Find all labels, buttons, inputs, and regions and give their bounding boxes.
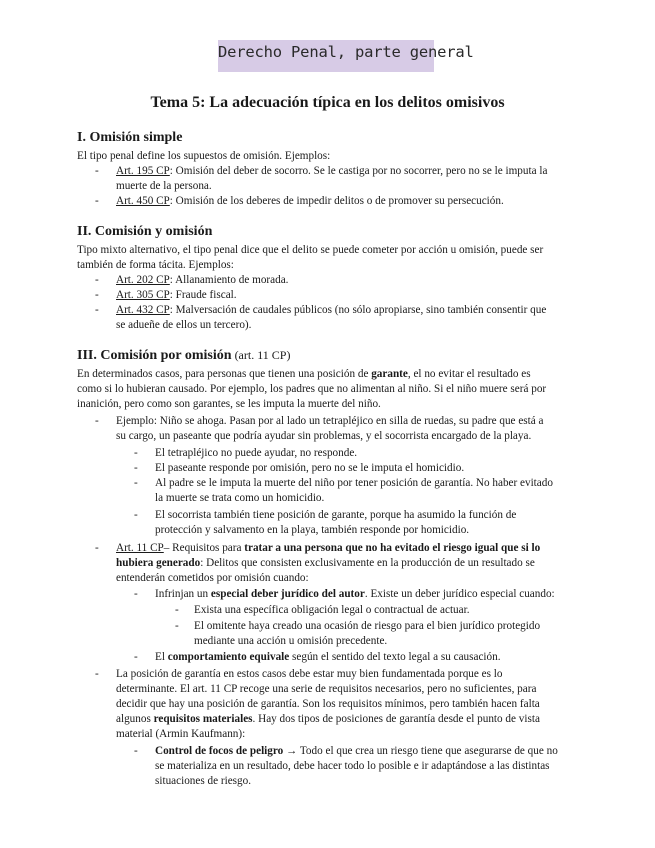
list-item: Ejemplo: Niño se ahoga. Pasan por al lado un tetrapléjico en silla de ruedas, su padre que está a	[116, 415, 544, 427]
list-item: La posición de garantía en estos casos debe estar muy bien fundamentada porque es lo	[116, 668, 503, 680]
sub-list-item: El socorrista también tiene posición de garante, porque ha asumido la función de	[155, 509, 517, 521]
text: según el sentido del texto legal a su causación.	[289, 651, 501, 663]
list-item-text: : Allanamiento de morada.	[169, 274, 289, 286]
bold-text: tratar a una persona que no ha evitado el riesgo igual que si lo	[244, 542, 541, 554]
list-dash: -	[134, 462, 138, 474]
sub-list-item	[155, 587, 555, 602]
list-item-cont: determinante. El art. 11 CP recoge una serie de requisitos necesarios, pero no suficientes, para	[116, 683, 537, 695]
paragraph: inanición, pero como son garantes, se les imputa la muerte del niño.	[77, 398, 381, 410]
list-dash: -	[95, 415, 99, 427]
list-dash: -	[95, 274, 99, 286]
sub-list-item-cont: la muerte se trata como un homicidio.	[155, 492, 325, 504]
sub-list-item: El tetrapléjico no puede ayudar, no responde.	[155, 447, 358, 459]
sub-sub-list-item: El omitente haya creado una ocasión de riesgo para el bien jurídico protegido	[194, 620, 541, 632]
list-dash: -	[95, 542, 99, 554]
list-dash: -	[134, 447, 138, 459]
bold-text: requisitos materiales	[153, 713, 253, 725]
article-link[interactable]: Art. 450 CP	[116, 195, 170, 207]
list-item	[116, 194, 504, 209]
sub-sub-list-item-cont: mediante una acción u omisión precedente.	[194, 635, 388, 647]
list-item-cont: material (Armin Kaufmann):	[116, 728, 246, 740]
list-item-cont	[116, 556, 535, 571]
list-dash: -	[175, 620, 179, 632]
list-item-text: : Malversación de caudales públicos (no sólo apropiarse, sino también consentir que	[169, 304, 547, 316]
bold-text: comportamiento equivale	[167, 651, 290, 663]
list-item-text: : Omisión de los deberes de impedir delitos o de promover su persecución.	[169, 195, 504, 207]
sub-list-item	[155, 650, 501, 665]
list-item	[116, 303, 546, 318]
section-heading-3	[77, 348, 290, 364]
list-item	[116, 288, 237, 303]
list-dash: -	[95, 165, 99, 177]
list-item	[116, 164, 547, 179]
sub-list-item: El paseante responde por omisión, pero no se le imputa el homicidio.	[155, 462, 465, 474]
text: algunos	[116, 713, 154, 725]
list-dash: -	[134, 509, 138, 521]
list-item-cont: entenderán cometidos por omisión cuando:	[116, 572, 309, 584]
arrow-icon: →	[283, 745, 300, 757]
list-item-cont: decidir que hay una posición de garantía. Son los requisitos mínimos, pero también hacen falta	[116, 698, 540, 710]
list-dash: -	[95, 289, 99, 301]
paragraph	[77, 367, 531, 382]
list-item-text: : Fraude fiscal.	[169, 289, 237, 301]
list-dash: -	[95, 304, 99, 316]
sub-list-item: Al padre se le imputa la muerte del niño por tener posición de garantía. No haber evitado	[155, 477, 553, 489]
sub-list-item	[155, 744, 558, 759]
sub-list-item-cont: situaciones de riesgo.	[155, 775, 252, 787]
text: El	[155, 651, 168, 663]
text: , el no evitar el resultado es	[407, 368, 531, 380]
list-dash: -	[134, 477, 138, 489]
list-item	[116, 273, 288, 288]
text: En determinados casos, para personas que tienen una posición de	[77, 368, 372, 380]
sub-sub-list-item: Exista una específica obligación legal o contractual de actuar.	[194, 604, 470, 616]
section-heading-2: II. Comisión y omisión	[77, 224, 213, 239]
paragraph: como si lo hubieran causado. Por ejemplo, los padres que no alimentan al niño. Si el niño muere será por	[77, 383, 547, 395]
list-dash: -	[134, 745, 138, 757]
article-link[interactable]: Art. 305 CP	[116, 289, 170, 301]
course-title: Derecho Penal, parte general	[218, 43, 474, 61]
text: . Hay dos tipos de posiciones de garantía desde el punto de vista	[252, 713, 540, 725]
list-item-cont: se adueñe de ellos un tercero).	[116, 319, 252, 331]
text: : Delitos que consisten exclusivamente en la producción de un resultado se	[200, 557, 535, 569]
list-dash: -	[175, 604, 179, 616]
sub-list-item-cont: protección y salvamento en la playa, también responde por homicidio.	[155, 524, 470, 536]
bold-text: hubiera generado	[116, 557, 201, 569]
article-link[interactable]: Art. 432 CP	[116, 304, 170, 316]
heading-ref: (art. 11 CP)	[231, 348, 291, 362]
article-link[interactable]: Art. 202 CP	[116, 274, 170, 286]
paragraph: Tipo mixto alternativo, el tipo penal dice que el delito se puede cometer por acción u omisión, puede ser	[77, 244, 544, 256]
article-link[interactable]: Art. 11 CP	[116, 542, 164, 554]
bold-text: garante	[371, 368, 408, 380]
list-item-cont: su cargo, un paseante que podría ayudar sin problemas, y el socorrista encargado de la playa.	[116, 430, 532, 442]
paragraph: también de forma tácita. Ejemplos:	[77, 259, 234, 271]
list-dash: -	[95, 668, 99, 680]
doc-title: Tema 5: La adecuación típica en los delitos omisivos	[150, 94, 505, 111]
list-item-text: : Omisión del deber de socorro. Se le castiga por no socorrer, pero no se le imputa la	[169, 165, 548, 177]
text: Infrinjan un	[155, 588, 211, 600]
text: Todo el que crea un riesgo tiene que asegurarse de que no	[299, 745, 558, 757]
list-dash: -	[95, 195, 99, 207]
text: – Requisitos para	[163, 542, 245, 554]
list-item	[116, 541, 540, 556]
text: . Existe un deber jurídico especial cuando:	[364, 588, 555, 600]
list-item-cont	[116, 712, 540, 727]
section-heading-1: I. Omisión simple	[77, 130, 183, 145]
heading-text: III. Comisión por omisión	[77, 348, 232, 363]
paragraph: El tipo penal define los supuestos de omisión. Ejemplos:	[77, 150, 331, 162]
bold-text: Control de focos de peligro	[155, 745, 284, 757]
list-dash: -	[134, 588, 138, 600]
bold-text: especial deber jurídico del autor	[210, 588, 365, 600]
list-dash: -	[134, 651, 138, 663]
list-item-cont: muerte de la persona.	[116, 180, 212, 192]
sub-list-item-cont: se materializa en un resultado, debe hacer todo lo posible e ir adaptándose a las distintas	[155, 760, 550, 772]
article-link[interactable]: Art. 195 CP	[116, 165, 170, 177]
